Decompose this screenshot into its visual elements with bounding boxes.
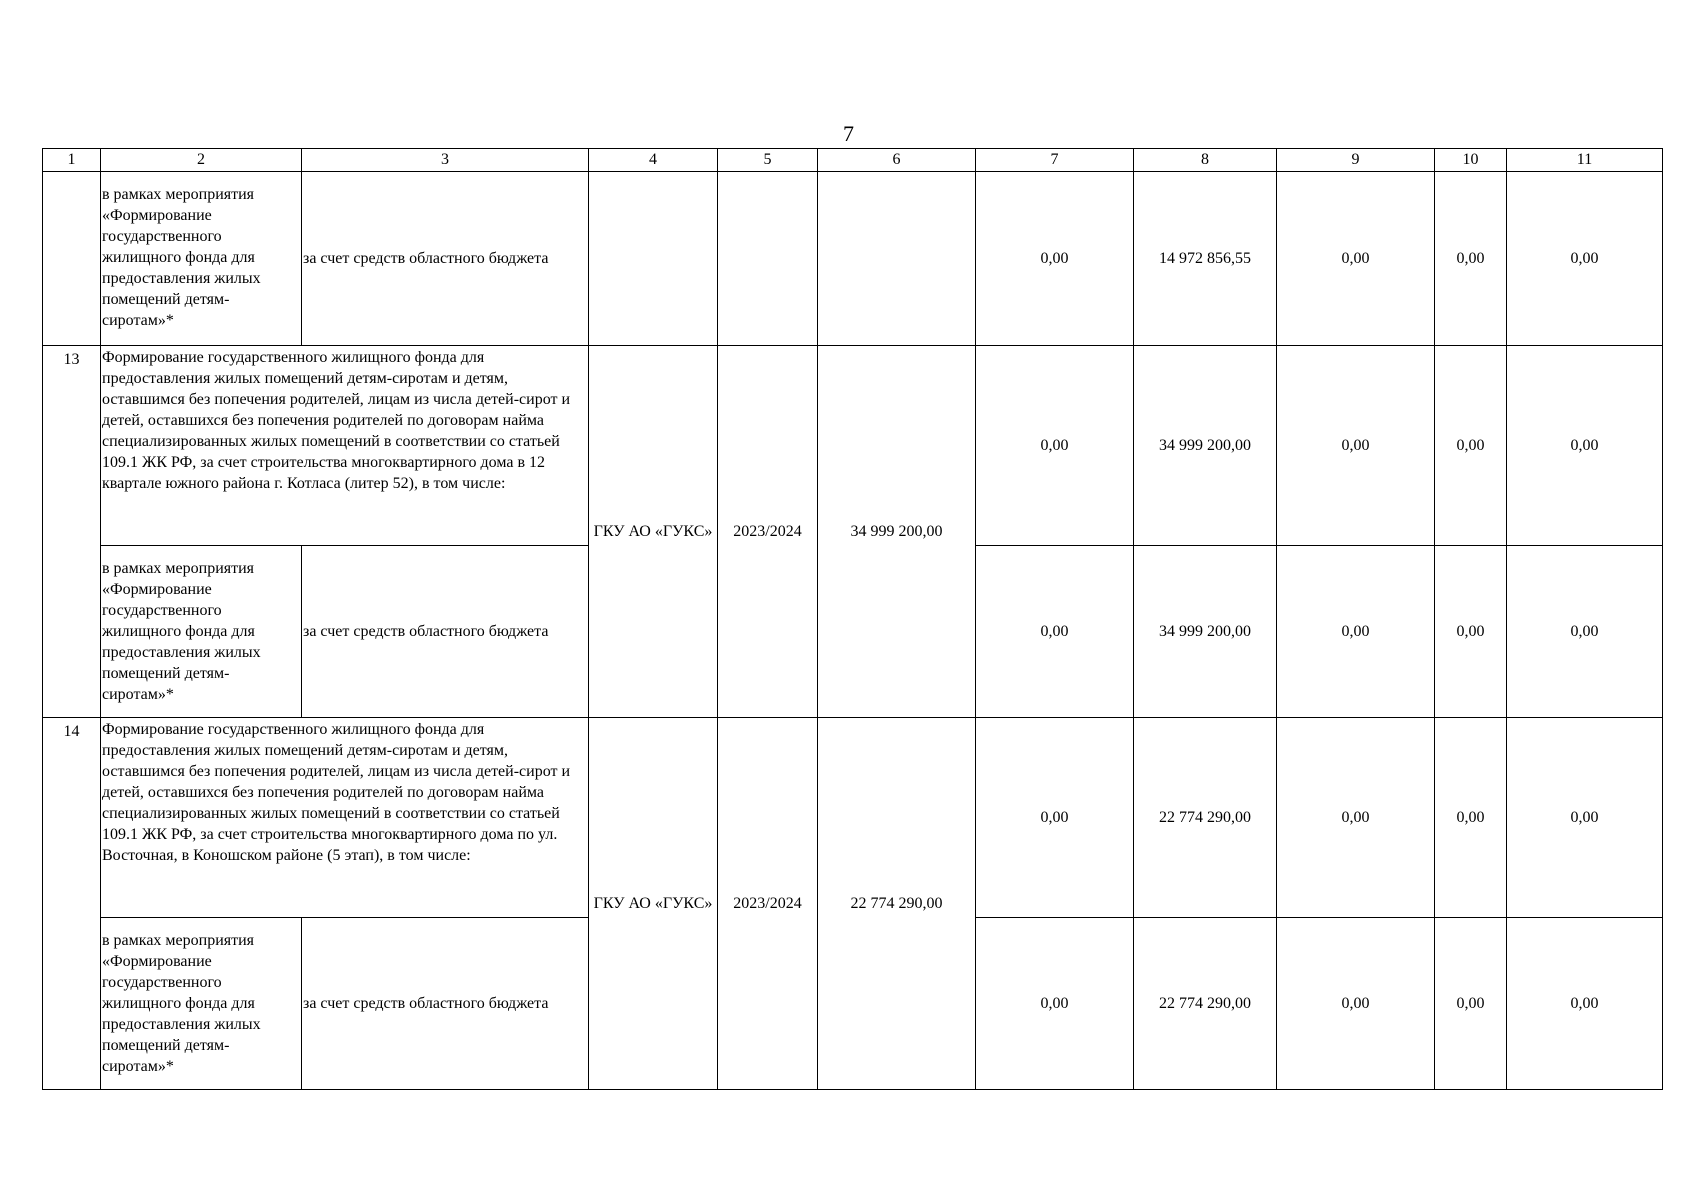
value-cell: 0,00: [976, 546, 1134, 718]
value-cell: 22 774 290,00: [1134, 918, 1277, 1090]
column-number: 5: [718, 149, 818, 172]
period: 2023/2024: [718, 718, 818, 1090]
row-number: [43, 172, 101, 346]
table-row: [43, 346, 1663, 546]
value-cell: 0,00: [1435, 346, 1507, 546]
column-number: 3: [302, 149, 589, 172]
column-number: 2: [101, 149, 302, 172]
value-cell: 22 774 290,00: [1134, 718, 1277, 918]
table-row: [43, 718, 1663, 918]
value-cell: 0,00: [1435, 918, 1507, 1090]
item-description: Формирование государственного жилищного фонда для предоставления жилых помещений детям-сиротам и детям, оставшимся без попечения родителей, лицам из числа детей-сирот и детей, оставшихся без попечения родителей по договорам найма специализированных жилых помещений в соответствии со статьей 109.1 ЖК РФ, за счет строительства многоквартирного дома в 12 квартале южного района г. Котласа (литер 52), в том числе:: [101, 346, 589, 546]
value-cell: 0,00: [1277, 172, 1435, 346]
column-number: 7: [976, 149, 1134, 172]
value-cell: 34 999 200,00: [1134, 346, 1277, 546]
total-cost: 34 999 200,00: [818, 346, 976, 718]
row-number: 14: [43, 718, 101, 1090]
value-cell: 0,00: [976, 718, 1134, 918]
value-cell: 0,00: [1435, 718, 1507, 918]
executor-cell: [589, 172, 718, 346]
value-cell: 0,00: [1507, 918, 1663, 1090]
value-cell: 0,00: [1277, 918, 1435, 1090]
activity-subtitle: в рамках мероприятия «Формирование государственного жилищного фонда для предоставления жилых помещений детям-сиротам»*: [101, 546, 302, 718]
executor: ГКУ АО «ГУКС»: [589, 346, 718, 718]
value-cell: 0,00: [1277, 718, 1435, 918]
value-cell: 0,00: [1507, 346, 1663, 546]
value-cell: 0,00: [1507, 172, 1663, 346]
value-cell: 0,00: [976, 346, 1134, 546]
column-number-row: [43, 149, 1663, 172]
value-cell: 0,00: [1277, 546, 1435, 718]
row-number: 13: [43, 346, 101, 718]
cost-cell: [818, 172, 976, 346]
item-description: Формирование государственного жилищного фонда для предоставления жилых помещений детям-сиротам и детям, оставшимся без попечения родителей, лицам из числа детей-сирот и детей, оставшихся без попечения родителей по договорам найма специализированных жилых помещений в соответствии со статьей 109.1 ЖК РФ, за счет строительства многоквартирного дома по ул. Восточная, в Коношском районе (5 этап), в том числе:: [101, 718, 589, 918]
column-number: 8: [1134, 149, 1277, 172]
value-cell: 14 972 856,55: [1134, 172, 1277, 346]
value-cell: 0,00: [976, 918, 1134, 1090]
activity-subtitle: в рамках мероприятия «Формирование государственного жилищного фонда для предоставления жилых помещений детям-сиротам»*: [101, 918, 302, 1090]
period-cell: [718, 172, 818, 346]
table-row: [43, 172, 1663, 346]
column-number: 4: [589, 149, 718, 172]
funding-source: за счет средств областного бюджета: [302, 172, 589, 346]
funding-source: за счет средств областного бюджета: [302, 918, 589, 1090]
value-cell: 0,00: [1435, 546, 1507, 718]
column-number: 1: [43, 149, 101, 172]
column-number: 6: [818, 149, 976, 172]
page-number: 7: [843, 121, 854, 146]
period: 2023/2024: [718, 346, 818, 718]
total-cost: 22 774 290,00: [818, 718, 976, 1090]
activity-subtitle: в рамках мероприятия «Формирование государственного жилищного фонда для предоставления жилых помещений детям-сиротам»*: [101, 172, 302, 346]
value-cell: 0,00: [976, 172, 1134, 346]
column-number: 9: [1277, 149, 1435, 172]
funding-source: за счет средств областного бюджета: [302, 546, 589, 718]
value-cell: 0,00: [1277, 346, 1435, 546]
column-number: 11: [1507, 149, 1663, 172]
executor: ГКУ АО «ГУКС»: [589, 718, 718, 1090]
value-cell: 0,00: [1507, 718, 1663, 918]
value-cell: 0,00: [1507, 546, 1663, 718]
column-number: 10: [1435, 149, 1507, 172]
value-cell: 34 999 200,00: [1134, 546, 1277, 718]
value-cell: 0,00: [1435, 172, 1507, 346]
program-table: [42, 148, 1663, 1090]
